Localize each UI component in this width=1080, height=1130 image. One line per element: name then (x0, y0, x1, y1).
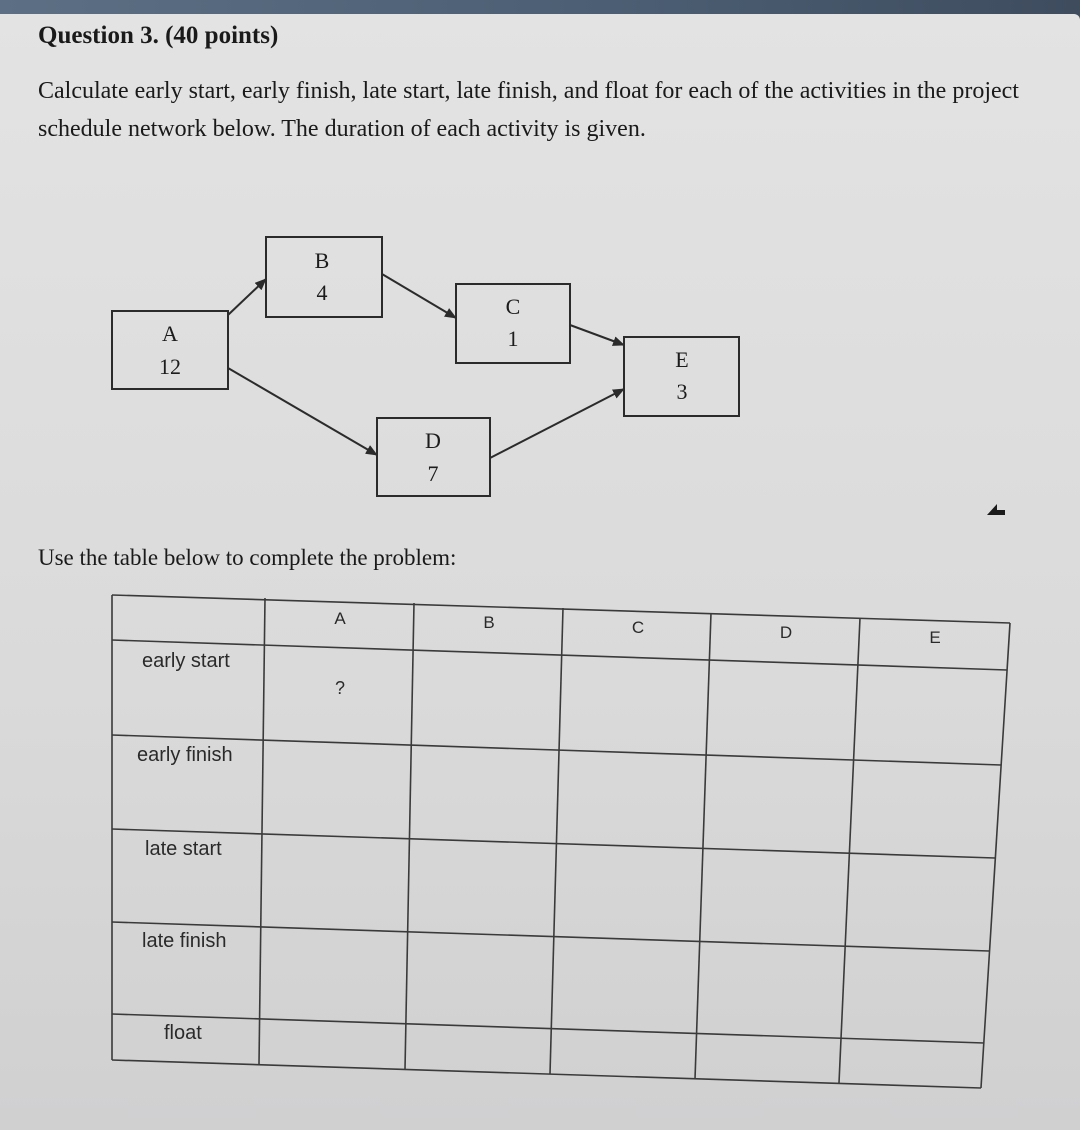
table-rule-header (112, 640, 1007, 670)
table-col-rule-3 (550, 608, 563, 1074)
table-rule-top (112, 595, 1010, 623)
activity-b-label: B (314, 248, 330, 273)
question-title: Question 3. (40 points) (38, 22, 279, 49)
row-label-float: float (164, 1022, 202, 1044)
table-instruction: Use the table below to complete the problem: (38, 545, 457, 570)
row-label-early-finish: early finish (137, 744, 233, 766)
table-rule-4 (112, 1014, 984, 1043)
question-text: Calculate early start, early finish, late start, late finish, and float for each of the activities in the project schedule network below. The duration of each activity is given. (38, 78, 1019, 142)
column-header-d: D (779, 623, 793, 642)
table-col-rule-2 (405, 603, 414, 1069)
activity-b-duration: 4 (316, 280, 328, 305)
table-rule-3 (112, 922, 989, 951)
column-header-c: C (631, 618, 645, 637)
row-label-early-start: early start (142, 650, 230, 672)
activity-a-label: A (162, 321, 178, 346)
table-rule-1 (112, 735, 1001, 765)
column-header-a: A (334, 609, 346, 628)
column-header-b: B (483, 613, 495, 632)
table-col-rule-4 (695, 613, 711, 1079)
row-label-late-finish: late finish (142, 930, 227, 952)
activity-d-duration: 7 (427, 461, 439, 486)
table-rule-2 (112, 829, 995, 858)
activity-e-duration: 3 (676, 379, 688, 404)
table-col-rule-1 (259, 598, 265, 1064)
mouse-pointer-icon (985, 503, 1007, 525)
table-col-rule-5 (839, 618, 860, 1083)
activity-c-label: C (505, 294, 521, 319)
activity-e-label: E (675, 347, 689, 372)
column-header-e: E (929, 628, 941, 647)
table-col-rule-6 (981, 623, 1010, 1088)
activity-d-label: D (425, 428, 441, 453)
table-rule-bottom (112, 1060, 981, 1088)
activity-a-duration: 12 (159, 354, 181, 379)
row-label-late-start: late start (145, 838, 222, 860)
cell-early-start-a[interactable]: ? (334, 678, 346, 698)
activity-c-duration: 1 (507, 326, 519, 351)
